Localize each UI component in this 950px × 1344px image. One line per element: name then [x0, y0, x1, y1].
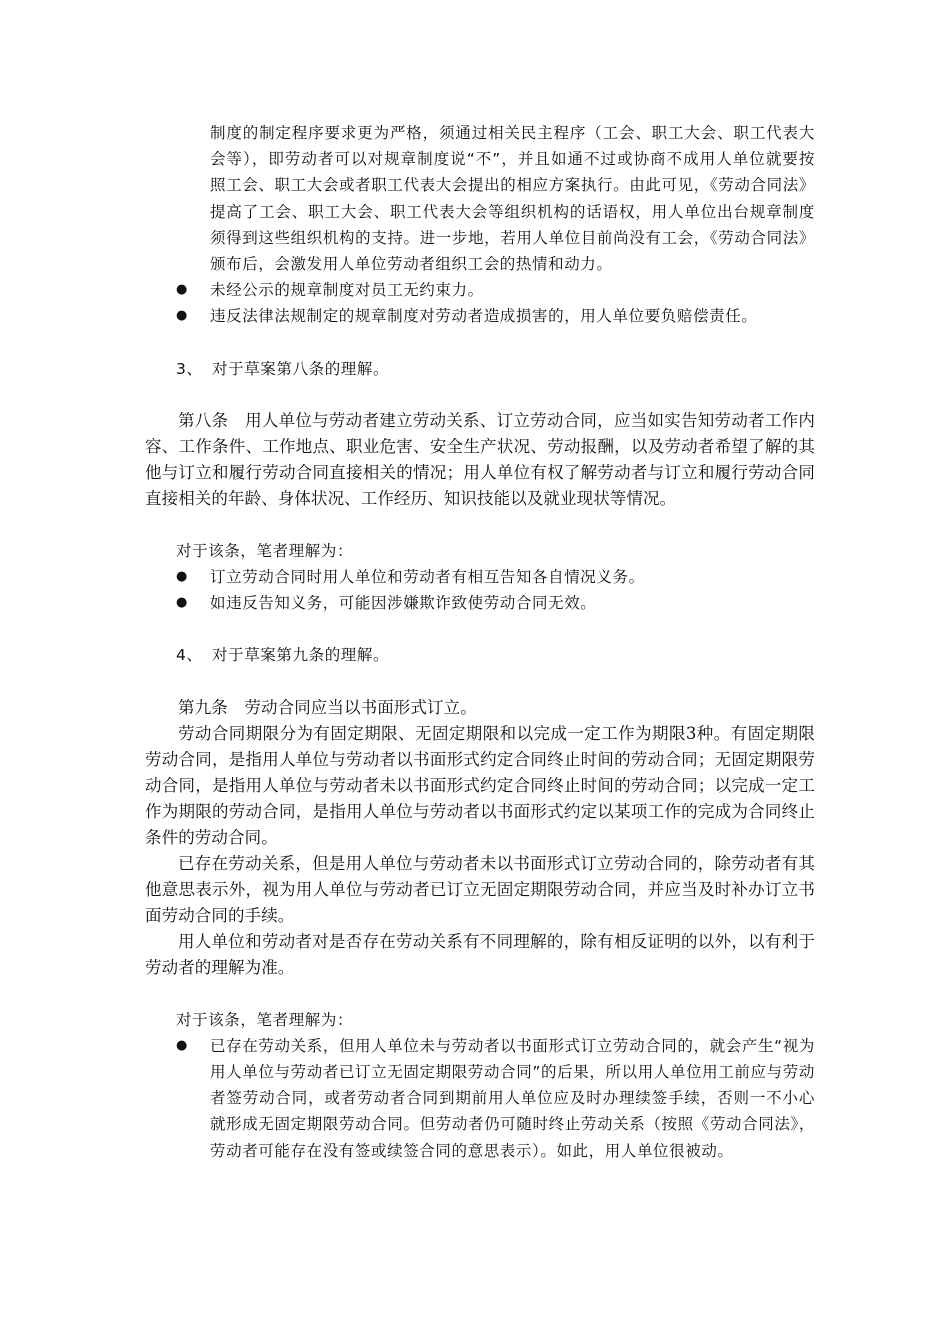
section-title: 对于草案第九条的理解。: [212, 646, 390, 665]
intro-paragraph: 制度的制定程序要求更为严格，须通过相关民主程序（工会、职工大会、职工代表大会等），即劳动者可以对规章制度说“不”，并且如通不过或协商不成用人单位就要按照工会、职工大会或者职工代表大会提出的相应方案执行。由此可见，《劳动合同法》提高了工会、职工大会、职工代表大会等组织机构的话语权，用人单位出台规章制度须得到这些组织机构的支持。进一步地，若用人单位目前尚没有工会，《劳动合同法》颁布后，会激发用人单位劳动者组织工会的热情和动力。: [210, 124, 815, 274]
list-item-text: 已存在劳动关系，但用人单位未与劳动者以书面形式订立劳动合同的，就会产生“视为用人单位与劳动者已订立无固定期限劳动合同”的后果，所以用人单位用工前应与劳动者签劳动合同，或者劳动者合同到期前用人单位应及时办理续签手续，否则一不小心就形成无固定期限劳动合同。但劳动者仍可随时终止劳动关系（按照《劳动合同法》，劳动者可能存在没有签或续签合同的意思表示）。如此，用人单位很被动。: [210, 1036, 815, 1160]
list-item-text: 违反法律法规制定的规章制度对劳动者造成损害的，用人单位要负赔偿责任。: [210, 307, 758, 326]
section-number: 4、: [176, 646, 203, 665]
list-item-text: 订立劳动合同时用人单位和劳动者有相互告知各自情况义务。: [210, 568, 645, 587]
article-9-paragraph-4: 用人单位和劳动者对是否存在劳动关系有不同理解的，除有相反证明的以外，以有利于劳动者的理解为准。: [145, 931, 815, 977]
section-title: 对于草案第八条的理解。: [212, 359, 390, 378]
article-9-paragraph-1: 第九条 劳动合同应当以书面形式订立。: [178, 697, 477, 717]
understanding-label: 对于该条，笔者理解为：: [176, 1010, 354, 1029]
article-9-paragraph-2: 劳动合同期限分为有固定期限、无固定期限和以完成一定工作为期限3种。有固定期限劳动合同，是指用人单位与劳动者以书面形式约定合同终止时间的劳动合同；无固定期限劳动合同，是指用人单位与劳动者未以书面形式约定合同终止时间的劳动合同；以完成一定工作为期限的劳动合同，是指用人单位与劳动者以书面形式约定以某项工作的完成为合同终止条件的劳动合同。: [145, 723, 815, 847]
list-item: [145, 277, 815, 303]
bullet-icon: ●: [176, 308, 188, 324]
list-item-text: 未经公示的规章制度对员工无约束力。: [210, 281, 484, 300]
list-item: [145, 1033, 815, 1164]
bullet-list-rules: [145, 277, 815, 329]
understanding-label: 对于该条，笔者理解为：: [176, 541, 354, 560]
bullet-list-article-9: [145, 1033, 815, 1164]
bullet-icon: ●: [176, 569, 188, 585]
list-item: [145, 303, 815, 329]
bullet-icon: ●: [176, 1037, 188, 1053]
section-heading-4: [176, 642, 815, 668]
article-8-paragraph: 第八条 用人单位与劳动者建立劳动关系、订立劳动合同，应当如实告知劳动者工作内容、工作条件、工作地点、职业危害、安全生产状况、劳动报酬，以及劳动者希望了解的其他与订立和履行劳动合同直接相关的情况；用人单位有权了解劳动者与订立和履行劳动合同直接相关的年龄、身体状况、工作经历、知识技能以及就业现状等情况。: [145, 410, 815, 508]
section-heading-3: [176, 356, 815, 382]
bullet-icon: ●: [176, 595, 188, 611]
article-9-paragraph-3: 已存在劳动关系，但是用人单位与劳动者未以书面形式订立劳动合同的，除劳动者有其他意思表示外，视为用人单位与劳动者已订立无固定期限劳动合同，并应当及时补办订立书面劳动合同的手续。: [145, 853, 815, 925]
list-item: [145, 590, 815, 616]
section-number: 3、: [176, 359, 203, 378]
list-item-text: 如违反告知义务，可能因涉嫌欺诈致使劳动合同无效。: [210, 594, 597, 613]
list-item: [145, 564, 815, 590]
bullet-list-article-8: [145, 564, 815, 616]
document-content: [145, 120, 815, 1164]
bullet-icon: ●: [176, 282, 188, 298]
